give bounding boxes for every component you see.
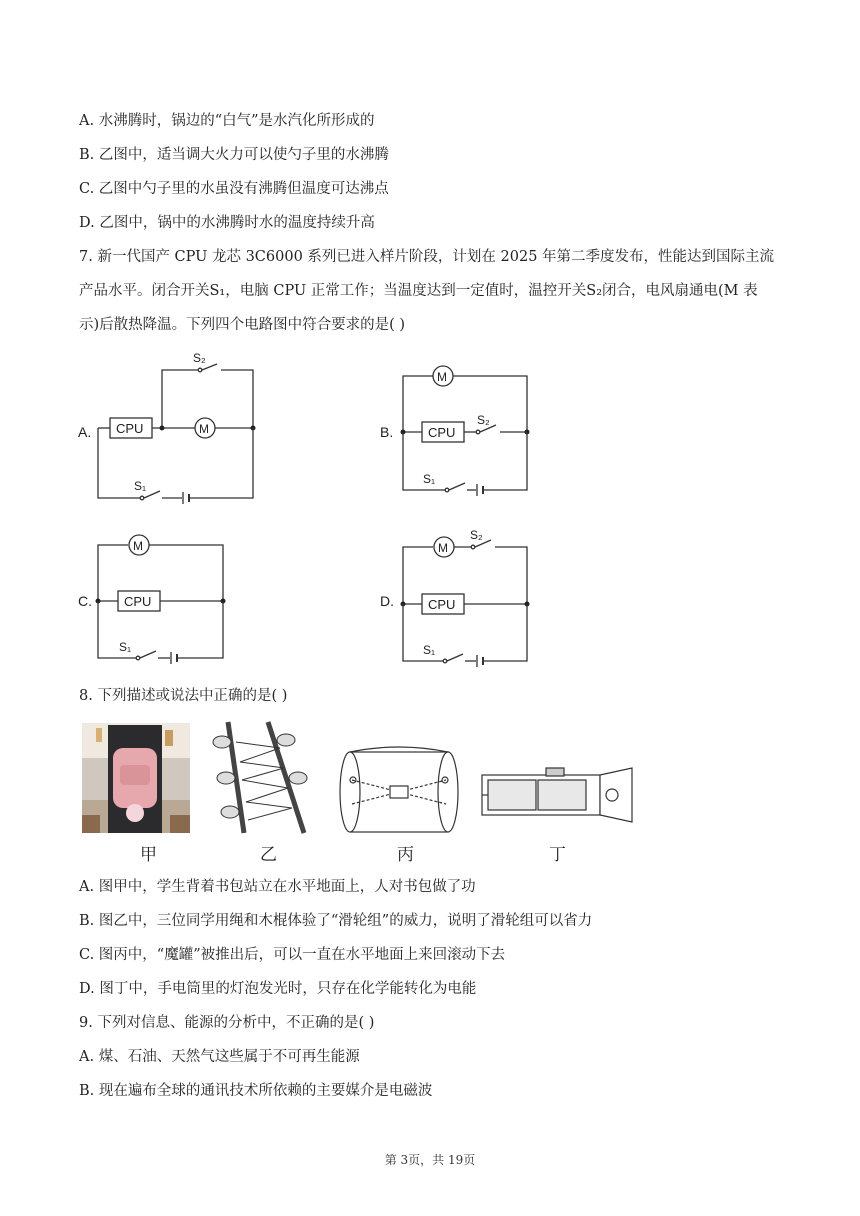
circuit-b — [380, 366, 530, 496]
motor-label: M — [199, 422, 209, 436]
s2-label: S₂ — [470, 528, 483, 542]
caption-ding: 丁 — [549, 845, 566, 865]
q7-stem-line3: 示)后散热降温。下列四个电路图中符合要求的是( ) — [79, 317, 406, 333]
q6-option-b: B. 乙图中，适当调大火力可以使勺子里的水沸腾 — [79, 147, 389, 163]
s1-label: S₁ — [119, 640, 132, 654]
motor-label: M — [438, 541, 448, 555]
option-c-label: C. — [78, 593, 92, 609]
q8-option-b: B. 图乙中，三位同学用绳和木棍体验了“滑轮组”的威力，说明了滑轮组可以省力 — [79, 913, 593, 929]
q8-pictures — [0, 720, 860, 840]
q9-option-a: A. 煤、石油、天然气这些属于不可再生能源 — [79, 1049, 360, 1065]
option-d-label: D. — [380, 593, 394, 609]
q6-option-c: C. 乙图中勺子里的水虽没有沸腾但温度可达沸点 — [79, 181, 389, 197]
option-a-label: A. — [78, 424, 92, 440]
motor-label: M — [437, 370, 447, 384]
s2-label: S₂ — [477, 413, 490, 427]
caption-yi: 乙 — [260, 845, 277, 865]
q6-option-a: A. 水沸腾时，锅边的“白气”是水汽化所形成的 — [79, 113, 375, 129]
magic-can-illustration — [340, 747, 458, 832]
option-b-label: B. — [380, 424, 394, 440]
s1-label: S₁ — [423, 643, 436, 657]
circuit-a — [78, 351, 256, 504]
caption-jia: 甲 — [140, 845, 157, 865]
q6-option-d: D. 乙图中，锅中的水沸腾时水的温度持续升高 — [79, 215, 375, 231]
s2-label: S₂ — [193, 351, 206, 365]
flashlight-illustration — [482, 768, 632, 822]
s1-label: S₁ — [134, 479, 147, 493]
caption-bing: 丙 — [397, 845, 414, 865]
circuit-c — [78, 535, 226, 664]
photo-student-backpack — [82, 723, 190, 833]
q8-stem: 8. 下列描述或说法中正确的是( ) — [79, 688, 288, 704]
q8-option-c: C. 图丙中，“魔罐”被推出后，可以一直在水平地面上来回滚动下去 — [79, 947, 506, 963]
rope-pulley-illustration — [213, 722, 307, 833]
q7-stem-line1: 7. 新一代国产 CPU 龙芯 3C6000 系列已进入样片阶段，计划在 2025 年第二季度发布，性能达到国际主流 — [79, 249, 775, 265]
motor-label: M — [133, 539, 143, 553]
cpu-label: CPU — [428, 597, 456, 612]
cpu-label: CPU — [124, 594, 152, 609]
cpu-label: CPU — [116, 421, 144, 436]
q9-option-b: B. 现在遍布全球的通讯技术所依赖的主要媒介是电磁波 — [79, 1083, 433, 1099]
q8-option-a: A. 图甲中，学生背着书包站立在水平地面上，人对书包做了功 — [79, 879, 476, 895]
cpu-label: CPU — [428, 425, 456, 440]
q8-option-d: D. 图丁中，手电筒里的灯泡发光时，只存在化学能转化为电能 — [79, 981, 477, 997]
page-footer: 第 3页，共 19页 — [384, 1153, 476, 1167]
s1-label: S₁ — [423, 472, 436, 486]
q9-stem: 9. 下列对信息、能源的分析中，不正确的是( ) — [79, 1015, 375, 1031]
circuit-diagrams — [0, 350, 860, 670]
q7-stem-line2: 产品水平。闭合开关S₁，电脑 CPU 正常工作；当温度达到一定值时，温控开关S₂闭合，电风扇通电(M 表 — [79, 283, 758, 299]
circuit-d — [380, 528, 530, 667]
